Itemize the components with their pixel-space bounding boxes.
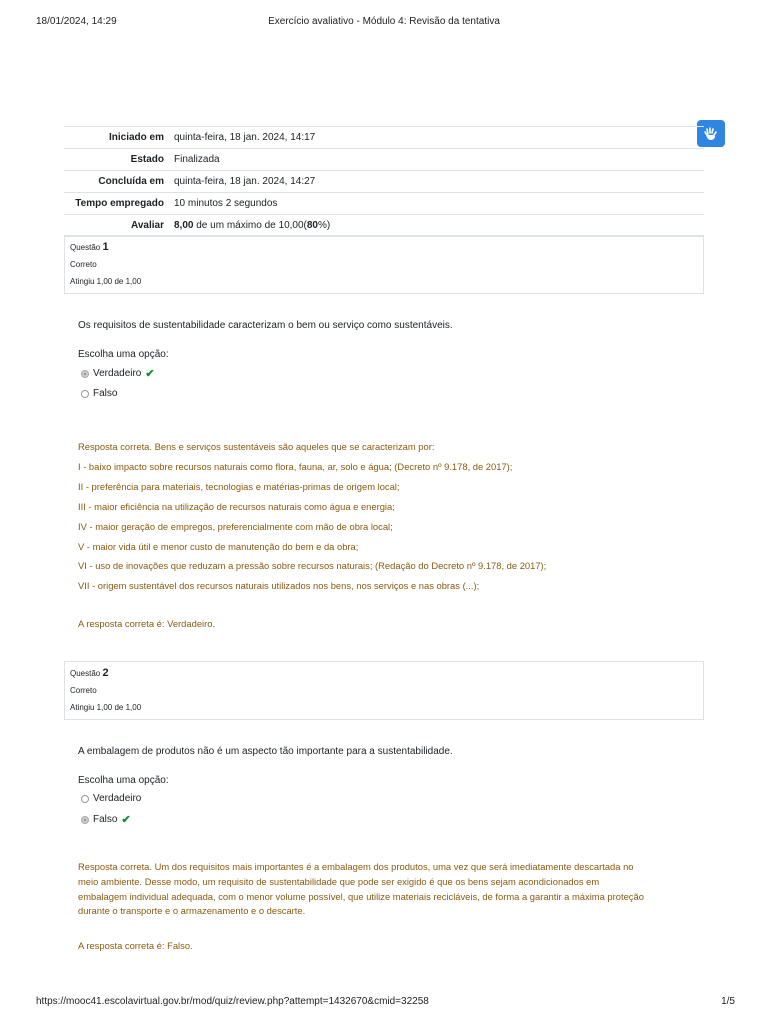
summary-value: quinta-feira, 18 jan. 2024, 14:17 xyxy=(174,132,316,143)
answer-option[interactable] xyxy=(81,813,131,826)
option-label: Verdadeiro xyxy=(93,368,142,379)
question-text: Os requisitos de sustentabilidade caracterizam o bem ou serviço como sustentáveis. xyxy=(78,320,453,331)
answer-prompt: Escolha uma opção: xyxy=(78,775,169,786)
print-page-number: 1/5 xyxy=(721,996,735,1007)
answer-option[interactable] xyxy=(81,388,117,399)
radio-button-selected[interactable] xyxy=(81,816,89,824)
feedback-line: durante o transporte e o armazenamento e o descarte. xyxy=(78,905,306,917)
question-feedback xyxy=(78,860,698,919)
feedback-line: meio ambiente. Desse modo, um requisito de sustentabilidade que pode ser exigido é que os bens sejam acondicionados em xyxy=(78,875,600,887)
feedback-line: embalagem individual adequada, com o menor volume possível, que utilize materiais recicláveis, de forma a garantir a máxima proteção xyxy=(78,890,644,902)
question-number xyxy=(70,241,109,253)
question-number-value: 1 xyxy=(102,241,109,253)
radio-button[interactable] xyxy=(81,390,89,398)
feedback-line: Resposta correta. Um dos requisitos mais importantes é a embalagem dos produtos, uma vez que será imediatamente descartada no xyxy=(78,861,634,872)
question-number-value: 2 xyxy=(102,667,109,679)
print-page-title: Exercício avaliativo - Módulo 4: Revisão da tentativa xyxy=(268,16,500,27)
summary-value: Finalizada xyxy=(174,154,220,165)
summary-value: 10 minutos 2 segundos xyxy=(174,198,278,209)
summary-row xyxy=(64,193,704,215)
question-grade: Atingiu 1,00 de 1,00 xyxy=(70,703,142,712)
grade-percent-suffix: %) xyxy=(317,220,331,231)
summary-label: Iniciado em xyxy=(108,132,164,143)
question-info-box xyxy=(64,235,704,294)
feedback-line: I - baixo impacto sobre recursos naturais como flora, fauna, ar, solo e água; (Decreto nº 9.178, de 2017); xyxy=(78,460,513,472)
summary-label: Avaliar xyxy=(131,220,164,231)
check-icon: ✔ xyxy=(145,368,155,380)
grade-percent: 80 xyxy=(306,220,318,231)
feedback-line: III - maior eficiência na utilização de recursos naturais como água e energia; xyxy=(78,500,395,512)
summary-grade-value xyxy=(172,215,704,237)
question-state: Correto xyxy=(70,260,97,269)
option-label: Falso xyxy=(93,388,118,399)
question-info-box xyxy=(64,661,704,720)
summary-row xyxy=(64,171,704,193)
answer-option[interactable] xyxy=(81,793,141,804)
summary-row xyxy=(64,127,704,149)
radio-button[interactable] xyxy=(81,795,89,803)
summary-row xyxy=(64,215,704,237)
hand-sign-icon xyxy=(703,126,719,142)
right-answer: A resposta correta é: Verdadeiro. xyxy=(78,618,216,629)
question-grade: Atingiu 1,00 de 1,00 xyxy=(70,277,142,286)
question-label: Questão xyxy=(70,243,101,252)
feedback-line: VI - uso de inovações que reduzam a pressão sobre recursos naturais; (Redação do Decreto nº 9.178, de 2017); xyxy=(78,560,547,572)
check-icon: ✔ xyxy=(121,814,131,826)
feedback-line: V - maior vida útil e menor custo de manutenção do bem e da obra; xyxy=(78,540,359,552)
summary-row xyxy=(64,149,704,171)
feedback-line: IV - maior geração de empregos, preferencialmente com mão de obra local; xyxy=(78,520,393,532)
question-state: Correto xyxy=(70,686,97,695)
summary-label: Concluída em xyxy=(98,176,164,187)
radio-button-selected[interactable] xyxy=(81,370,89,378)
question-text: A embalagem de produtos não é um aspecto tão importante para a sustentabilidade. xyxy=(78,746,453,757)
option-label: Falso xyxy=(93,814,118,825)
summary-label: Estado xyxy=(130,154,164,165)
summary-label: Tempo empregado xyxy=(75,198,164,209)
question-label: Questão xyxy=(70,669,101,678)
feedback-line: II - preferência para materiais, tecnologias e matérias-primas de origem local; xyxy=(78,480,400,492)
attempt-summary-table xyxy=(64,126,704,237)
answer-option[interactable] xyxy=(81,367,155,380)
feedback-line: Resposta correta. Bens e serviços sustentáveis são aqueles que se caracterizam por: xyxy=(78,441,435,452)
question-feedback xyxy=(78,437,698,596)
option-label: Verdadeiro xyxy=(93,793,142,804)
print-datetime: 18/01/2024, 14:29 xyxy=(36,16,117,27)
question-number xyxy=(70,667,109,679)
grade-score: 8,00 xyxy=(174,220,194,231)
right-answer: A resposta correta é: Falso. xyxy=(78,940,193,951)
summary-value: quinta-feira, 18 jan. 2024, 14:27 xyxy=(174,176,316,187)
feedback-line: VII - origem sustentável dos recursos naturais utilizados nos bens, nos serviços e nas obras (...); xyxy=(78,580,480,592)
grade-text: de um máximo de 10,00( xyxy=(193,220,307,231)
answer-prompt: Escolha uma opção: xyxy=(78,349,169,360)
print-url: https://mooc41.escolavirtual.gov.br/mod/quiz/review.php?attempt=1432670&cmid=32258 xyxy=(36,996,429,1007)
